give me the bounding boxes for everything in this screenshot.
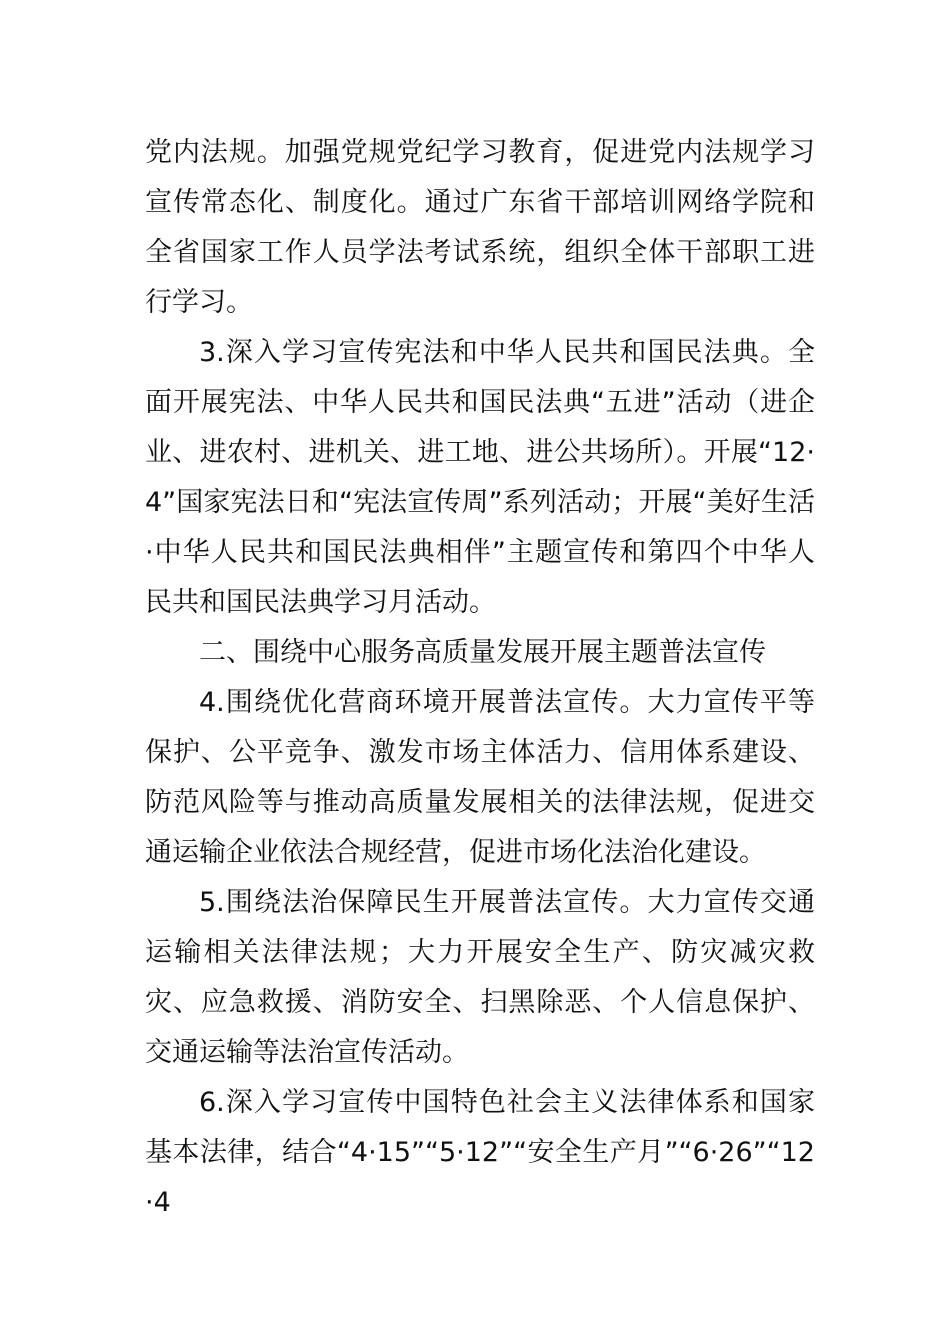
paragraph-party-regulations: 党内法规。加强党规党纪学习教育，促进党内法规学习宣传常态化、制度化。通过广东省干部培训网络学院和全省国家工作人员学法考试系统，组织全体干部职工进行学习。 bbox=[145, 137, 815, 318]
section-heading-2: 二、围绕中心服务高质量发展开展主题普法宣传 bbox=[199, 637, 766, 668]
document-page bbox=[145, 128, 815, 1228]
paragraph-item-5-livelihood: 5.围绕法治保障民生开展普法宣传。大力宣传交通运输相关法律法规；大力开展安全生产、防灾减灾救灾、应急救援、消防安全、扫黑除恶、个人信息保护、交通运输等法治宣传活动。 bbox=[145, 887, 815, 1068]
paragraph-item-3-constitution: 3.深入学习宣传宪法和中华人民共和国民法典。全面开展宪法、中华人民共和国民法典“五进”活动（进企业、进农村、进机关、进工地、进公共场所）。开展“12·4”国家宪法日和“宪法宣传周”系列活动；开展“美好生活·中华人民共和国民法典相伴”主题宣传和第四个中华人民共和国民法典学习月活动。 bbox=[145, 337, 815, 618]
paragraph-item-6-legal-system: 6.深入学习宣传中国特色社会主义法律体系和国家基本法律，结合“4·15”“5·12”“安全生产月”“6·26”“12·4 bbox=[145, 1087, 815, 1218]
paragraph-item-4-business-environment: 4.围绕优化营商环境开展普法宣传。大力宣传平等保护、公平竞争、激发市场主体活力、信用体系建设、防范风险等与推动高质量发展相关的法律法规，促进交通运输企业依法合规经营，促进市场化法治化建设。 bbox=[145, 687, 815, 868]
